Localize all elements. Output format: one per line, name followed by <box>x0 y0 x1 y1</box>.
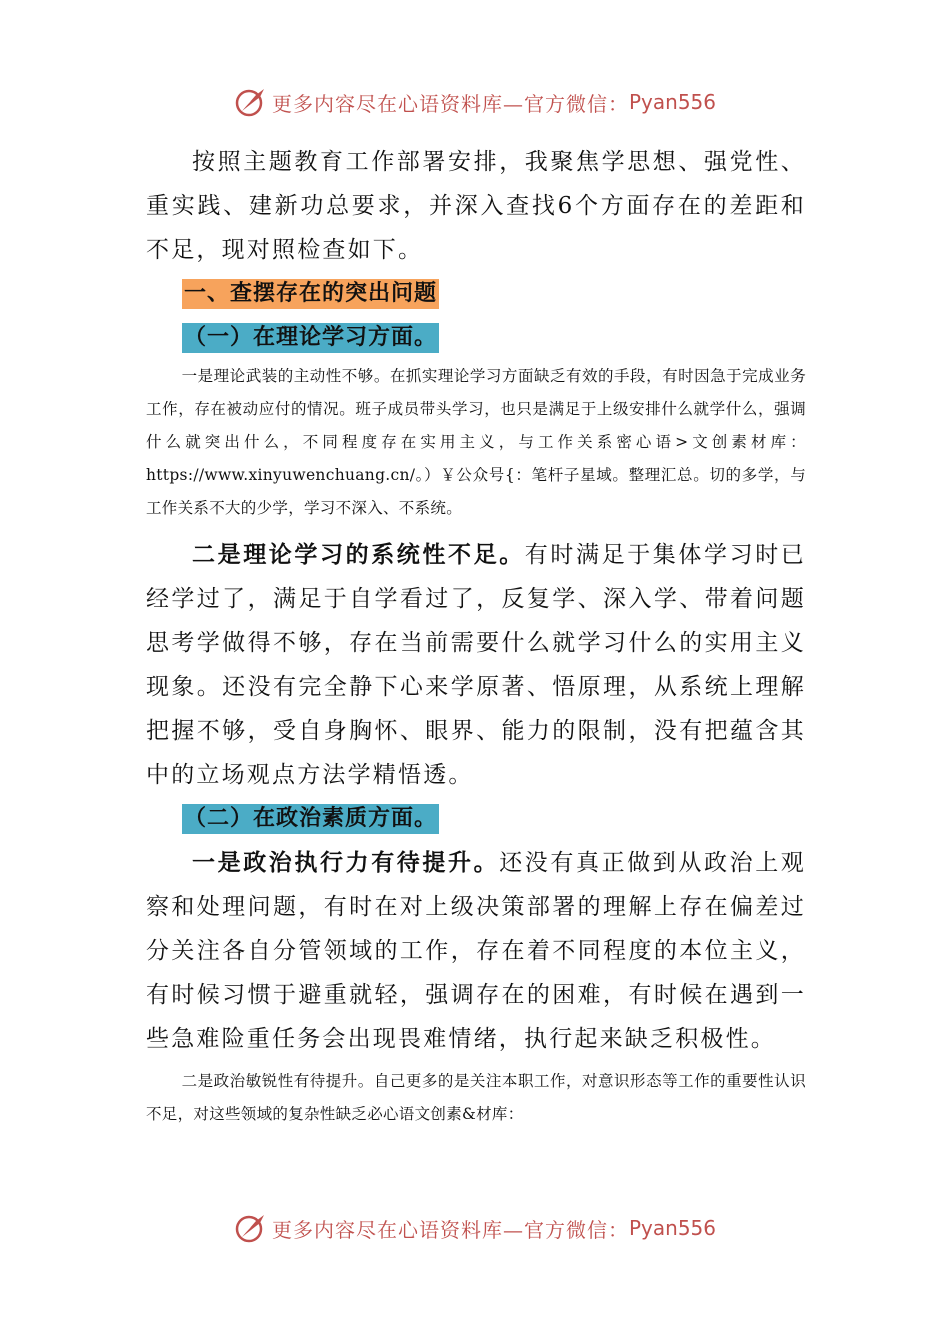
politics-paragraph-2: 二是政治敏锐性有待提升。自己更多的是关注本职工作，对意识形态等工作的重要性认识不足，对这些领域的复杂性缺乏必心语文创素&材库： <box>146 1072 806 1123</box>
intro-paragraph: 按照主题教育工作部署安排，我聚焦学思想、强党性、重实践、建新功总要求，并深入查找6个方面存在的差距和不足，现对照检查如下。 <box>146 149 806 263</box>
subsection-heading-theory: （一）在理论学习方面。 <box>182 323 439 353</box>
section-heading: 一、查摆存在的突出问题 <box>182 279 439 309</box>
watermark-header <box>0 82 950 122</box>
politics-paragraph-1-body: 还没有真正做到从政治上观察和处理问题，有时在对上级决策部署的理解上存在偏差过分关注各自分管领域的工作，存在着不同程度的本位主义，有时候习惯于避重就轻，强调存在的困难，有时候在遇到一些急难险重任务会出现畏难情绪，执行起来缺乏积极性。 <box>146 850 806 1052</box>
watermark-handle: Pyan556 <box>628 90 716 114</box>
watermark-text: 更多内容尽在心语资料库—官方微信： <box>271 1217 629 1242</box>
quill-logo-icon <box>234 85 268 119</box>
theory-paragraph-2-lead: 二是理论学习的系统性不足。 <box>192 542 525 568</box>
politics-paragraph-1-lead: 一是政治执行力有待提升。 <box>192 850 500 876</box>
theory-paragraph-2-body: 有时满足于集体学习时已经学过了，满足于自学看过了，反复学、深入学、带着问题思考学做得不够，存在当前需要什么就学习什么的实用主义现象。还没有完全静下心来学原著、悟原理，从系统上理解把握不够，受自身胸怀、眼界、能力的限制，没有把蕴含其中的立场观点方法学精悟透。 <box>146 542 806 788</box>
subsection-heading-politics: （二）在政治素质方面。 <box>182 804 439 834</box>
subsection-heading-row <box>182 797 806 841</box>
watermark-footer <box>0 1208 950 1248</box>
watermark-handle: Pyan556 <box>628 1216 716 1240</box>
document-body <box>146 140 806 1131</box>
theory-paragraph-2 <box>146 533 806 797</box>
politics-paragraph-1 <box>146 841 806 1061</box>
watermark-text: 更多内容尽在心语资料库—官方微信： <box>271 91 629 116</box>
quill-logo-icon <box>234 1211 268 1245</box>
theory-paragraph-1: 一是理论武装的主动性不够。在抓实理论学习方面缺乏有效的手段，有时因急于完成业务工作，存在被动应付的情况。班子成员带头学习，也只是满足于上级安排什么就学什么，强调什么就突出什么，不同程度存在实用主义，与工作关系密心语>文创素材库：https://www.xinyuwenchuang.cn/。）￥公众号{：笔杆子星域。整理汇总。切的多学，与工作关系不大的少学，学习不深入、不系统。 <box>146 367 806 517</box>
subsection-heading-row <box>182 316 806 360</box>
section-heading-row <box>182 272 806 316</box>
